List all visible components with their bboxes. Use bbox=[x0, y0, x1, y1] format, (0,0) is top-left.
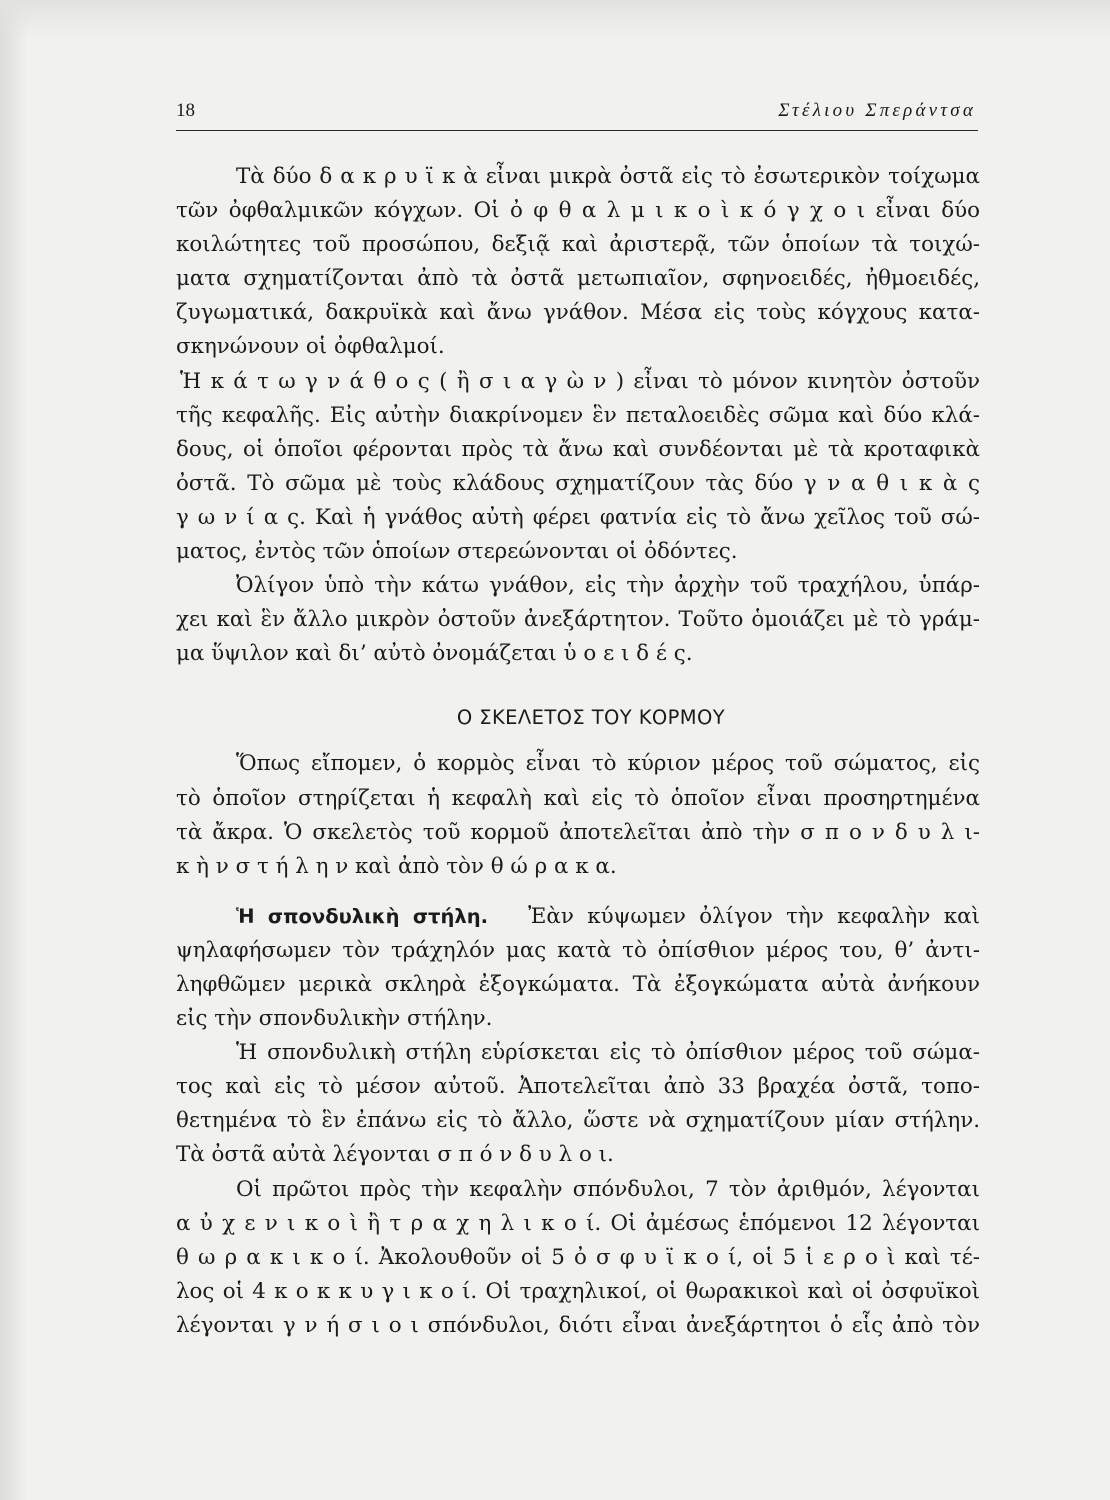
text-line: Ἡ κ ά τ ω γ ν ά θ ο ς ( ἢ σ ι α γ ὼ ν ) εἶναι τὸ μόνον κινητὸν ὀστοῦν bbox=[180, 368, 980, 394]
text-line: ληφθῶμεν μερικὰ σκληρὰ ἐξογκώματα. Τὰ ἐξογκώματα αὐτὰ ἀνήκουν bbox=[176, 971, 980, 997]
text-line: ματα σχηματίζονται ἀπὸ τὰ ὀστᾶ μετωπιαῖον, σφηνοειδές, ἠθμοειδές, bbox=[176, 266, 980, 292]
text-line: Ὀλίγον ὑπὸ τὴν κάτω γνάθον, εἰς τὴν ἀρχὴν τοῦ τραχήλου, ὑπάρ- bbox=[236, 573, 980, 599]
text-line: θ ω ρ α κ ι κ ο ί. Ἀκολουθοῦν οἱ 5 ὀ σ φ υ ϊ κ ο ί, οἱ 5 ἱ ε ρ ο ὶ καὶ τέ- bbox=[176, 1244, 980, 1270]
text-line: Τὰ δύο δ α κ ρ υ ϊ κ ὰ εἶναι μικρὰ ὀστᾶ εἰς τὸ ἐσωτερικὸν τοίχωμα bbox=[236, 164, 980, 189]
text-line: Οἱ πρῶτοι πρὸς τὴν κεφαλὴν σπόνδυλοι, 7 τὸν ἀριθμόν, λέγονται bbox=[236, 1176, 980, 1202]
text-line: δους, οἱ ὁποῖοι φέρονται πρὸς τὰ ἄνω καὶ συνδέονται μὲ τὰ κροταφικὰ bbox=[176, 436, 980, 462]
subsection-first-line bbox=[176, 900, 980, 934]
page-number: 18 bbox=[176, 100, 195, 121]
text-line: τῆς κεφαλῆς. Εἰς αὐτὴν διακρίνομεν ἓν πεταλοειδὲς σῶμα καὶ δύο κλά- bbox=[176, 402, 980, 428]
text-line: χει καὶ ἓν ἄλλο μικρὸν ὀστοῦν ἀνεξάρτητον. Τοῦτο ὁμοιάζει μὲ τὸ γράμ- bbox=[176, 607, 980, 633]
text-line: ὀστᾶ. Τὸ σῶμα μὲ τοὺς κλάδους σχηματίζουν τὰς δύο γ ν α θ ι κ ὰ ς bbox=[176, 470, 980, 496]
page-edge-shadow bbox=[0, 0, 28, 1500]
page-top-shadow bbox=[0, 0, 1110, 40]
text-line: μα ὕψιλον καὶ δι’ αὐτὸ ὀνομάζεται ὑ ο ε ι δ έ ς. bbox=[176, 641, 693, 667]
text-line: ζυγωματικά, δακρυϊκὰ καὶ ἄνω γνάθον. Μέσα εἰς τοὺς κόγχους κατα- bbox=[176, 300, 980, 326]
page-header bbox=[176, 100, 978, 131]
spacer bbox=[176, 671, 980, 701]
text-line: τος καὶ εἰς τὸ μέσον αὐτοῦ. Ἀποτελεῖται ἀπὸ 33 βραχέα ὀστᾶ, τοπο- bbox=[176, 1074, 980, 1100]
text-line: εἰς τὴν σπονδυλικὴν στήλην. bbox=[176, 1006, 493, 1032]
text-line: θετημένα τὸ ἓν ἐπάνω εἰς τὸ ἄλλο, ὥστε νὰ σχηματίζουν μίαν στήλην. bbox=[176, 1108, 980, 1134]
body-text bbox=[176, 160, 980, 1343]
text-line: τὰ ἄκρα. Ὁ σκελετὸς τοῦ κορμοῦ ἀποτελεῖται ἀπὸ τὴν σ π ο ν δ υ λ ι- bbox=[176, 819, 980, 845]
subsection-text: Ἐὰν κύψωμεν ὀλίγον τὴν κεφαλὴν καὶ bbox=[528, 903, 980, 929]
text-line: α ὐ χ ε ν ι κ ο ὶ ἢ τ ρ α χ η λ ι κ ο ί. Οἱ ἀμέσως ἑπόμενοι 12 λέγονται bbox=[176, 1210, 980, 1236]
text-line: Ἡ σπονδυλικὴ στήλη εὑρίσκεται εἰς τὸ ὀπίσθιον μέρος τοῦ σώμα- bbox=[236, 1040, 980, 1066]
text-line: ψηλαφήσωμεν τὸν τράχηλόν μας κατὰ τὸ ὀπίσθιον μέρος του, θ’ ἀντι- bbox=[176, 937, 980, 963]
text-line: λέγονται γ ν ή σ ι ο ι σπόνδυλοι, διότι εἶναι ἀνεξάρτητοι ὁ εἷς ἀπὸ τὸν bbox=[176, 1312, 980, 1338]
text-line: τῶν ὀφθαλμικῶν κόγχων. Οἱ ὀ φ θ α λ μ ι κ ο ὶ κ ό γ χ ο ι εἶναι δύο bbox=[176, 198, 980, 224]
text-line: ματος, ἐντὸς τῶν ὁποίων στερεώνονται οἱ ὀδόντες. bbox=[176, 539, 738, 565]
text-line: Τὰ ὀστᾶ αὐτὰ λέγονται σ π ό ν δ υ λ ο ι. bbox=[176, 1142, 614, 1168]
text-line: Ὅπως εἴπομεν, ὁ κορμὸς εἶναι τὸ κύριον μέρος τοῦ σώματος, εἰς bbox=[236, 751, 980, 777]
subsection-heading: Ἡ σπονδυλικὴ στήλη. bbox=[236, 904, 488, 928]
spacer bbox=[176, 884, 980, 900]
text-line: γ ω ν ί α ς. Καὶ ἡ γνάθος αὐτὴ φέρει φατνία εἰς τὸ ἄνω χεῖλος τοῦ σώ- bbox=[176, 504, 980, 530]
text-line: λος οἱ 4 κ ο κ κ υ γ ι κ ο ί. Οἱ τραχηλικοί, οἱ θωρακικοὶ καὶ οἱ ὀσφυϊκοὶ bbox=[176, 1278, 980, 1304]
section-heading: Ο ΣΚΕΛΕΤΟΣ ΤΟΥ ΚΟΡΜΟΥ bbox=[456, 706, 726, 730]
text-line: κ ὴ ν σ τ ή λ η ν καὶ ἀπὸ τὸν θ ώ ρ α κ α. bbox=[176, 853, 617, 879]
running-head: Στέλιου Σπεράντσα bbox=[778, 100, 976, 121]
text-line: σκηνώνουν οἱ ὀφθαλμοί. bbox=[176, 334, 445, 360]
text-line: κοιλώτητες τοῦ προσώπου, δεξιᾷ καὶ ἀριστερᾷ, τῶν ὁποίων τὰ τοιχώ- bbox=[176, 232, 980, 258]
text-line: τὸ ὁποῖον στηρίζεται ἡ κεφαλὴ καὶ εἰς τὸ ὁποῖον εἶναι προσηρτημένα bbox=[176, 785, 980, 811]
